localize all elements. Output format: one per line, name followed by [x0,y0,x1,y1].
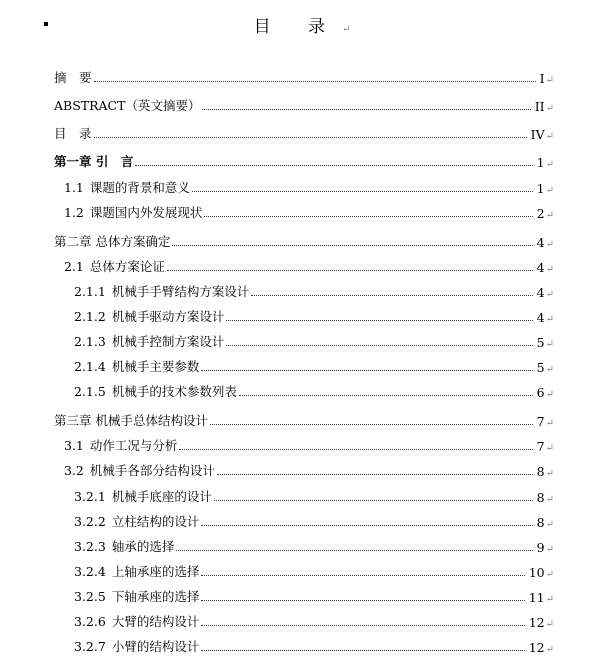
toc-entry-2-1-1[interactable]: 2.1.1 机械手手臂结构方案设计 4 ↵ [74,284,554,300]
toc-entry-1-1[interactable]: 1.1 课题的背景和意义 1 ↵ [64,180,554,196]
toc-entry-3-2-5[interactable]: 3.2.5 下轴承座的选择 11 ↵ [74,589,554,605]
page-number: 1 [536,181,545,196]
page-number: 8 [536,464,545,479]
toc-entry-2-1[interactable]: 2.1 总体方案论证 4 ↵ [64,259,554,275]
page-number: 8 [536,515,545,530]
toc-entry-3-2-1[interactable]: 3.2.1 机械手底座的设计 8 ↵ [74,489,554,505]
page-number: 4 [536,310,545,325]
toc-entry-3-2[interactable]: 3.2 机械手各部分结构设计 8 ↵ [64,463,554,479]
page-number: 2 [536,206,545,221]
toc-entry-chapter-1[interactable]: 第一章 引 言 1 ↵ [54,154,554,170]
page-number: 5 [536,360,545,375]
toc-entry-3-2-2[interactable]: 3.2.2 立柱结构的设计 8 ↵ [74,514,554,530]
toc-entry-chapter-2[interactable]: 第二章 总体方案确定 4 ↵ [54,234,554,250]
toc-entry-3-2-3[interactable]: 3.2.3 轴承的选择 9 ↵ [74,539,554,555]
page-number: I [539,71,545,86]
toc-entry-2-1-2[interactable]: 2.1.2 机械手驱动方案设计 4 ↵ [74,309,554,325]
toc-entry-3-2-6[interactable]: 3.2.6 大臂的结构设计 12 ↵ [74,614,554,630]
toc-entry-3-2-7[interactable]: 3.2.7 小臂的结构设计 12 ↵ [74,639,554,655]
page-number: 12 [528,615,545,630]
page-number: 7 [536,414,545,429]
page-number: 6 [536,385,545,400]
page-number: IV [530,127,545,142]
page-number: 5 [536,335,545,350]
page-number: 1 [536,155,545,170]
page-number: 4 [536,235,545,250]
page-number: 11 [528,590,545,605]
toc-entry-2-1-4[interactable]: 2.1.4 机械手主要参数 5 ↵ [74,359,554,375]
page-number: 8 [536,490,545,505]
toc-entry-2-1-3[interactable]: 2.1.3 机械手控制方案设计 5 ↵ [74,334,554,350]
page-number: 12 [528,640,545,655]
page-number: 4 [536,285,545,300]
page-number: 4 [536,260,545,275]
page-number: 7 [536,439,545,454]
toc-entry-chapter-3[interactable]: 第三章 机械手总体结构设计 7 ↵ [54,413,554,429]
toc-entry-contents[interactable]: 目 录 IV ↵ [54,126,554,142]
toc-entry-1-2[interactable]: 1.2 课题国内外发展现状 2 ↵ [64,205,554,221]
toc-entry-abstract-cn[interactable]: 摘 要 I ↵ [54,70,554,86]
page-number: 10 [528,565,545,580]
page-number: II [534,99,545,114]
toc-entry-2-1-5[interactable]: 2.1.5 机械手的技术参数列表 6 ↵ [74,384,554,400]
toc-entry-3-1[interactable]: 3.1 动作工况与分析 7 ↵ [64,438,554,454]
page-number: 9 [536,540,545,555]
page-title: 目 录↵ [253,17,351,37]
toc-entry-abstract-en[interactable]: ABSTRACT（英文摘要） II ↵ [54,98,554,114]
toc-entry-3-2-4[interactable]: 3.2.4 上轴承座的选择 10 ↵ [74,564,554,580]
